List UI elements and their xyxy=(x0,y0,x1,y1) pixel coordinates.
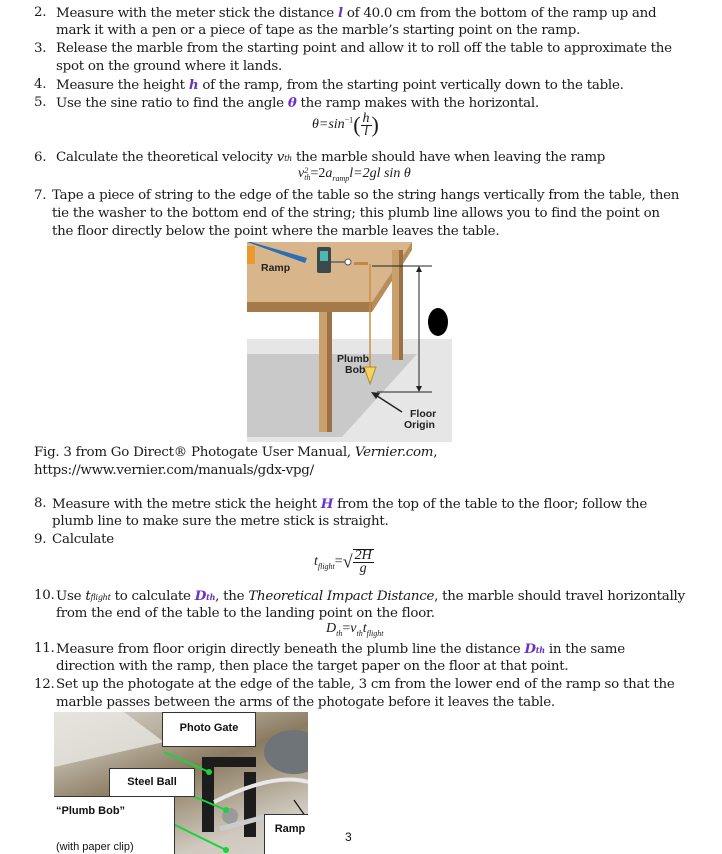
eq-a: a xyxy=(325,166,333,181)
figure-caption-url[interactable]: https://www.vernier.com/manuals/gdx-vpg/ xyxy=(34,463,314,478)
subscript: th xyxy=(206,592,216,602)
plumb-bob-subtext: (with paper clip) xyxy=(56,841,134,853)
step-12-line-2: marble passes between the arms of the photogate before it leaves the table. xyxy=(56,695,555,710)
eq-lhs: θ=sin xyxy=(312,117,345,133)
label-origin: Origin xyxy=(404,419,435,431)
step-2-line-2: mark it with a pen or a piece of tape as the marble’s starting point on the ramp. xyxy=(56,23,581,38)
page-number: 3 xyxy=(345,830,352,844)
text: , xyxy=(433,445,438,460)
figure-caption-line-1 xyxy=(34,444,437,462)
step-4-number: 4. xyxy=(34,77,47,92)
numerator: 2H xyxy=(354,548,372,563)
eq-sub: th xyxy=(304,172,311,182)
vernier-link-text: Vernier.com xyxy=(354,445,434,460)
variable-h: h xyxy=(188,77,199,93)
step-7-line-2: tie the washer to the bottom end of the string; this plumb line allows you to find the point on xyxy=(52,206,660,221)
photogate-setup-photo xyxy=(54,712,308,854)
eq-sub: flight xyxy=(317,562,335,572)
step-9-number: 9. xyxy=(34,532,47,547)
step-10-line-2: from the end of the table to the landing point on the floor. xyxy=(56,606,435,621)
denominator: l xyxy=(364,123,368,139)
label-steel-ball: Steel Ball xyxy=(109,768,195,797)
step-11-line-2: direction with the ramp, then place the target paper on the floor at that point. xyxy=(56,659,569,674)
step-12-number: 12. xyxy=(34,677,55,692)
eq-part: =2 xyxy=(310,166,326,181)
subscript: th xyxy=(535,645,545,655)
step-number: 2. xyxy=(34,5,47,20)
label-ramp-photo: Ramp xyxy=(264,814,308,854)
eq-sub: flight xyxy=(366,629,384,638)
step-5-number: 5. xyxy=(34,95,47,110)
step-6-number: 6. xyxy=(34,150,47,165)
step-8-number: 8. xyxy=(34,496,47,511)
text: Fig. 3 from Go Direct® Photogate User Manual, xyxy=(34,445,355,460)
text: the ramp makes with the horizontal. xyxy=(296,96,539,111)
text: Measure from floor origin directly beneath the plumb line the distance xyxy=(56,642,525,657)
variable-H: H xyxy=(320,496,334,512)
text: Use the sine ratio to find the angle xyxy=(56,96,288,111)
equation-t-flight: $t_{flight}=√$ $\frac{2H}{g}$ xyxy=(314,548,372,576)
fraction-2H-over-g xyxy=(353,549,374,575)
equation-velocity xyxy=(298,166,411,183)
step-3-line-1: Release the marble from the starting point and allow it to roll off the table to approximate the xyxy=(56,41,672,56)
eq-part: l=2gl sin θ xyxy=(349,166,411,181)
text: in the same xyxy=(544,642,625,657)
theoretical-impact-distance: Theoretical Impact Distance xyxy=(248,589,435,604)
eq-D: D xyxy=(326,621,337,636)
step-5-line-1 xyxy=(56,94,539,113)
variable-theta: θ xyxy=(287,95,297,111)
label-plumb: Plumb xyxy=(337,353,370,365)
step-8-line-2: plumb line to make sure the metre stick is straight. xyxy=(52,514,389,529)
label-photo-gate: Photo Gate xyxy=(162,712,256,747)
step-12-line-1: Set up the photogate at the edge of the table, 3 cm from the lower end of the ramp so that the xyxy=(56,677,675,692)
variable-D: D xyxy=(194,588,207,604)
eq-sup: −1 xyxy=(344,115,354,125)
step-3-line-2: spot on the ground where it lands. xyxy=(56,59,282,74)
step-9-line-1: Calculate xyxy=(52,532,114,547)
text: of 40.0 cm from the bottom of the ramp up and xyxy=(342,6,657,21)
variable-t: t xyxy=(85,589,91,604)
text: of the ramp, from the starting point vertically down to the table. xyxy=(198,78,624,93)
step-8-line-1 xyxy=(52,495,647,514)
denominator: g xyxy=(359,561,367,576)
text: Measure the height xyxy=(56,78,189,93)
eq-v: v xyxy=(298,166,305,181)
step-4-line-1 xyxy=(56,76,624,95)
plumb-bob-text: “Plumb Bob” xyxy=(56,805,126,817)
eq-t: t xyxy=(314,554,318,570)
eq-v: v xyxy=(350,621,357,636)
eq-sup: 2 xyxy=(304,165,309,175)
step-7-line-1: Tape a piece of string to the edge of the table so the string hangs vertically from the table, then xyxy=(52,188,680,203)
variable-D: D xyxy=(524,641,536,657)
subscript: flight xyxy=(90,593,111,602)
step-7-line-3: the floor directly below the point where the marble leaves the table. xyxy=(52,224,500,239)
label-ramp: Ramp xyxy=(261,262,291,274)
numerator: h xyxy=(362,110,370,126)
label-plumb-bob xyxy=(54,796,175,854)
text: to calculate xyxy=(110,589,195,604)
text: from the top of the table to the floor; follow the xyxy=(333,497,648,512)
label-bob: Bob xyxy=(345,364,366,376)
text: , the xyxy=(215,589,249,604)
step-7-number: 7. xyxy=(34,188,47,203)
eq-t: t xyxy=(362,621,367,636)
variable-l: l xyxy=(337,5,343,21)
variable-v: v xyxy=(276,150,285,165)
label-floor: Floor xyxy=(410,408,437,420)
equation-theta: $\theta=\sin^{-1}$( $\frac{h}{l}$ ) xyxy=(312,110,379,139)
step-11-number: 11. xyxy=(34,641,55,656)
text: Measure with the metre stick the height xyxy=(52,497,321,512)
text: , the marble should travel horizontally xyxy=(434,589,685,604)
step-10-number: 10. xyxy=(34,588,55,603)
eq-equals: = xyxy=(342,621,351,636)
eq-sub: th xyxy=(336,629,343,638)
step-11-line-1 xyxy=(56,640,625,659)
eq-sub: ramp xyxy=(332,174,350,183)
eq-sub: th xyxy=(356,629,363,638)
figure-3-diagram xyxy=(247,242,452,442)
step-10-line-1 xyxy=(56,587,685,607)
step-2 xyxy=(34,4,46,22)
fraction-h-over-l xyxy=(361,110,372,139)
text: Use xyxy=(56,589,86,604)
step-2-line-1 xyxy=(56,4,656,23)
step-3-number: 3. xyxy=(34,41,47,56)
eq-equals: = xyxy=(334,554,343,570)
text: the marble should have when leaving the ramp xyxy=(291,150,606,165)
text: Calculate the theoretical velocity xyxy=(56,150,277,165)
text: Measure with the meter stick the distance xyxy=(56,6,338,21)
equation-d-th xyxy=(326,621,384,638)
subscript: th xyxy=(284,154,292,163)
